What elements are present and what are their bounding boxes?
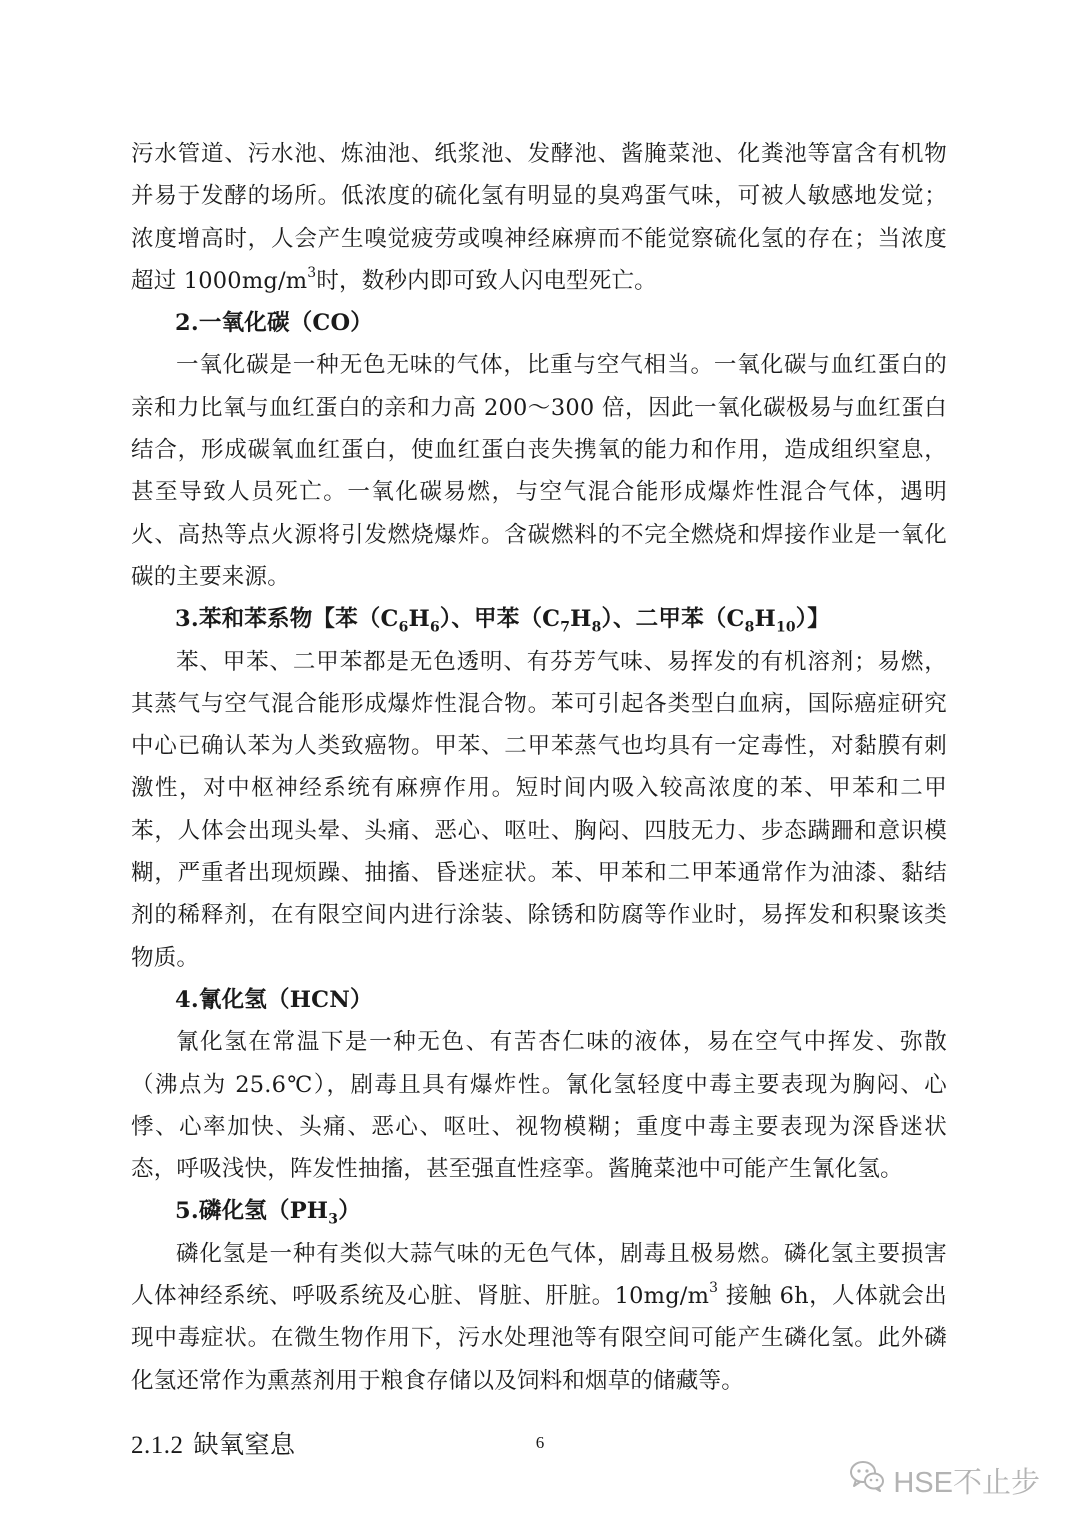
section-number: 2.1.2 bbox=[131, 1431, 184, 1459]
paragraph-text: 磷化氢是一种有类似大蒜气味的无色气体，剧毒且极易燃。磷化氢主要损害人体神经系统、呼吸系统及心脏、肾脏、肝脏。10mg/m bbox=[131, 1240, 947, 1310]
paragraph-carbon-monoxide: 一氧化碳是一种无色无味的气体，比重与空气相当。一氧化碳与血红蛋白的亲和力比氧与血红蛋白的亲和力高 200～300 倍，因此一氧化碳极易与血红蛋白结合，形成碳氧血红蛋白，使血红蛋白丧失携氧的能力和作用，造成组织窒息，甚至导致人员死亡。一氧化碳易燃，与空气混合能形成爆炸性混合气体，遇明火、高热等点火源将引发燃烧爆炸。含碳燃料的不完全燃烧和焊接作业是一氧化碳的主要来源。 bbox=[131, 352, 947, 590]
heading-text: ） bbox=[338, 1198, 361, 1225]
heading-text: H bbox=[754, 606, 776, 633]
subscript: 3 bbox=[328, 1211, 339, 1228]
subscript: 10 bbox=[775, 619, 796, 636]
heading-benzene bbox=[131, 598, 947, 640]
heading-text: 5.磷化氢（PH bbox=[175, 1198, 329, 1225]
subscript: 7 bbox=[560, 619, 571, 636]
heading-text: H bbox=[570, 606, 592, 633]
heading-text: 3.苯和苯系物【苯（C bbox=[175, 606, 399, 633]
paragraph-text: 污水管道、污水池、炼油池、纸浆池、发酵池、酱腌菜池、化粪池等富含有机物并易于发酵的场所。低浓度的硫化氢有明显的臭鸡蛋气味，可被人敏感地发觉；浓度增高时，人会产生嗅觉疲劳或嗅神经麻痹而不能觉察硫化氢的存在；当浓度超过 1000mg/m bbox=[131, 141, 947, 294]
subscript: 8 bbox=[744, 619, 755, 636]
heading-phosphine bbox=[131, 1190, 947, 1232]
paragraph-phosphine bbox=[131, 1233, 947, 1402]
heading-text: H bbox=[408, 606, 430, 633]
superscript: 3 bbox=[307, 265, 317, 282]
heading-text: ）】 bbox=[795, 606, 830, 633]
page-number: 6 bbox=[535, 1433, 545, 1452]
paragraph-benzene: 苯、甲苯、二甲苯都是无色透明、有芬芳气味、易挥发的有机溶剂；易燃，其蒸气与空气混合能形成爆炸性混合物。苯可引起各类型白血病，国际癌症研究中心已确认苯为人类致癌物。甲苯、二甲苯蒸气也均具有一定毒性，对黏膜有刺激性，对中枢神经系统有麻痹作用。短时间内吸入较高浓度的苯、甲苯和二甲苯，人体会出现头晕、头痛、恶心、呕吐、胸闷、四肢无力、步态蹒跚和意识模糊，严重者出现烦躁、抽搐、昏迷症状。苯、甲苯和二甲苯通常作为油漆、黏结剂的稀释剂，在有限空间内进行涂装、除锈和防腐等作业时，易挥发和积聚该类物质。 bbox=[131, 648, 947, 971]
page-content bbox=[131, 133, 947, 1467]
watermark-text: HSE不止步 bbox=[893, 1466, 1040, 1499]
heading-text: ）、二甲苯（C bbox=[601, 606, 745, 633]
heading-text: ）、甲苯（C bbox=[439, 606, 561, 633]
paragraph-text: 接触 6h，人体就会出现中毒症状。在微生物作用下，污水处理池等有限空间可能产生磷化氢。此外磷化氢还常作为熏蒸剂用于粮食存储以及饲料和烟草的储藏等。 bbox=[131, 1283, 947, 1394]
heading-carbon-monoxide: 2.一氧化碳（CO） bbox=[175, 310, 373, 337]
wechat-icon bbox=[849, 1460, 885, 1500]
heading-hydrogen-cyanide: 4.氰化氢（HCN） bbox=[175, 986, 373, 1013]
paragraph-hydrogen-cyanide: 氰化氢在常温下是一种无色、有苦杏仁味的液体，易在空气中挥发、弥散（沸点为 25.6℃），剧毒且具有爆炸性。氰化氢轻度中毒主要表现为胸闷、心悸、心率加快、头痛、恶心、呕吐、视物模糊；重度中毒主要表现为深昏迷状态，呼吸浅快，阵发性抽搐，甚至强直性痉挛。酱腌菜池中可能产生氰化氢。 bbox=[131, 1029, 947, 1183]
subscript: 8 bbox=[591, 619, 602, 636]
watermark bbox=[849, 1462, 1040, 1498]
paragraph-text: 时，数秒内即可致人闪电型死亡。 bbox=[316, 267, 657, 294]
paragraph-h2s-sources bbox=[131, 133, 947, 302]
superscript: 3 bbox=[709, 1280, 719, 1297]
subscript: 6 bbox=[398, 619, 409, 636]
subscript: 6 bbox=[429, 619, 440, 636]
section-title: 缺氧窒息 bbox=[193, 1429, 296, 1459]
